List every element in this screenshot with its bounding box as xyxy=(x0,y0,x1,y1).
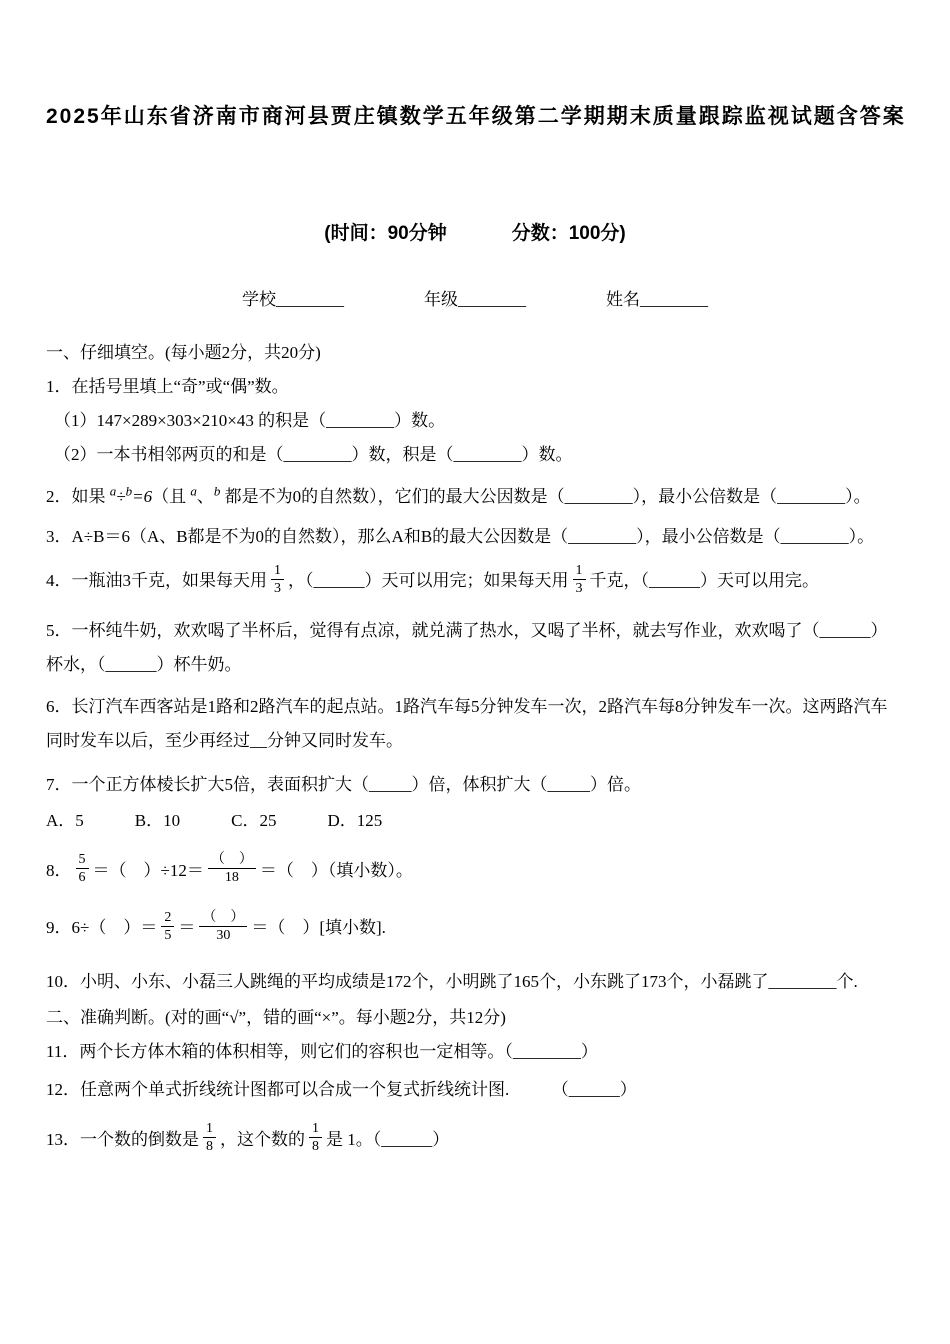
fraction-denominator: 6 xyxy=(78,870,86,886)
text-run: （1）147×289×303×210×43 的积是（________）数。 xyxy=(54,411,446,430)
text-run: 6．长汀汽车西客站是1路和2路汽车的起点站。1路汽车每5分钟发车一次，2路汽车每8分钟发车一次。这两路汽车同时发车以后，至少再经过__分钟又同时发车。 xyxy=(46,696,888,750)
fraction xyxy=(271,562,284,597)
question-7 xyxy=(46,768,904,802)
fraction-denominator: 30 xyxy=(216,927,231,943)
question-12 xyxy=(46,1073,904,1107)
fraction-denominator: 5 xyxy=(164,927,172,943)
text-run: （且 xyxy=(152,487,191,506)
fraction-numerator: 2 xyxy=(161,909,174,927)
text-run: 2．如果 xyxy=(46,487,110,506)
fraction xyxy=(309,1120,322,1155)
text-run: 11．两个长方体木箱的体积相等，则它们的容积也一定相等。（________） xyxy=(46,1041,598,1061)
question-7-options xyxy=(46,804,904,838)
text-run: 8． xyxy=(46,860,72,880)
math-variable: a xyxy=(190,483,197,499)
text-run: 7．一个正方体棱长扩大5倍，表面积扩大（_____）倍，体积扩大（_____）倍。 xyxy=(46,774,641,794)
section1-heading: 一、仔细填空。(每小题2分，共20分) xyxy=(46,343,321,362)
text-run: 12．任意两个单式折线统计图都可以合成一个复式折线统计图. （______） xyxy=(46,1079,637,1099)
text-run: ＝ xyxy=(178,918,196,938)
text-run: ＝（ ）（填小数）。 xyxy=(259,860,413,880)
question-9 xyxy=(46,911,904,947)
question-8 xyxy=(46,854,904,890)
question-1 xyxy=(46,370,904,404)
name-field: 姓名________ xyxy=(606,290,708,309)
fraction xyxy=(208,851,256,886)
question-5 xyxy=(46,614,904,682)
fraction-numerator: 5 xyxy=(76,851,89,869)
fraction-numerator: 1 xyxy=(309,1120,322,1138)
time-label: (时间：90分钟 xyxy=(324,223,447,244)
text-run: 10．小明、小东、小磊三人跳绳的平均成绩是172个，小明跳了165个，小东跳了173个，小磊跳了________个. xyxy=(46,971,858,991)
text-run: 都是不为0的自然数），它们的最大公因数是（________），最小公倍数是（________）。 xyxy=(220,487,871,506)
student-info-line xyxy=(46,285,904,310)
text-run: ＝（ ）[填小数]. xyxy=(251,918,386,938)
text-run: 、 xyxy=(196,487,214,506)
question-11 xyxy=(46,1035,904,1069)
fraction-denominator: 3 xyxy=(575,580,583,596)
formula-text: =6 xyxy=(132,487,153,506)
fraction-denominator: 3 xyxy=(274,580,281,596)
text-run: 9．6÷（ ）＝ xyxy=(46,918,158,938)
text-run: ＝（ ）÷12＝ xyxy=(92,860,204,880)
fraction xyxy=(199,909,247,944)
question-1-part-2 xyxy=(46,438,904,472)
fraction-denominator: 18 xyxy=(224,870,239,886)
page-title: 2025年山东省济南市商河县贾庄镇数学五年级第二学期期末质量跟踪监视试题含答案 xyxy=(46,105,906,128)
question-2 xyxy=(46,480,904,514)
question-13 xyxy=(46,1123,904,1159)
fraction-numerator: （ ） xyxy=(199,909,247,927)
text-run: 是 1。（______） xyxy=(326,1129,450,1149)
fraction xyxy=(203,1120,216,1155)
fraction-numerator: 1 xyxy=(203,1120,216,1138)
fraction xyxy=(76,851,89,886)
text-run: （2）一本书相邻两页的和是（________）数，积是（________）数。 xyxy=(54,445,573,464)
text-run: 千克，（______）天可以用完。 xyxy=(589,571,819,590)
text-run: 5．一杯纯牛奶，欢欢喝了半杯后，觉得有点凉，就兑满了热水，又喝了半杯，就去写作业，欢欢喝了（______）杯水，（______）杯牛奶。 xyxy=(46,620,888,674)
text-run: 13．一个数的倒数是 xyxy=(46,1129,199,1149)
math-variable: b xyxy=(213,483,221,499)
math-variable: a xyxy=(109,483,117,499)
text-run: ，这个数的 xyxy=(220,1129,305,1149)
fraction-denominator: 8 xyxy=(206,1139,213,1155)
text-run: 1．在括号里填上“奇”或“偶”数。 xyxy=(46,377,289,396)
school-field: 学校________ xyxy=(242,290,344,309)
fraction xyxy=(573,562,586,597)
text-run: 3．A÷B＝6（A、B都是不为0的自然数），那么A和B的最大公因数是（________），最小公倍数是（________）。 xyxy=(46,527,875,546)
text-run: ，（______）天可以用完；如果每天用 xyxy=(288,571,569,590)
fraction-numerator: 1 xyxy=(573,562,586,580)
page-content xyxy=(0,100,950,1158)
section2-heading: 二、准确判断。(对的画“√”，错的画“×”。每小题2分，共12分) xyxy=(46,1007,506,1027)
time-score-line xyxy=(46,218,904,245)
question-3 xyxy=(46,520,904,554)
fraction-denominator: 8 xyxy=(312,1139,319,1155)
fraction-numerator: 1 xyxy=(271,562,284,580)
formula-text: ÷ xyxy=(116,487,126,506)
text-run: A．5 B．10 C．25 D．125 xyxy=(46,810,383,830)
question-6 xyxy=(46,690,904,758)
question-1-part-1 xyxy=(46,404,904,438)
score-label: 分数：100分) xyxy=(511,223,626,244)
text-run: 4．一瓶油3千克，如果每天用 xyxy=(46,571,267,590)
grade-field: 年级________ xyxy=(424,290,526,309)
question-4 xyxy=(46,564,904,600)
fraction-numerator: （ ） xyxy=(208,851,256,869)
fraction xyxy=(161,909,174,944)
math-variable: b xyxy=(125,483,133,499)
question-10 xyxy=(46,965,904,999)
